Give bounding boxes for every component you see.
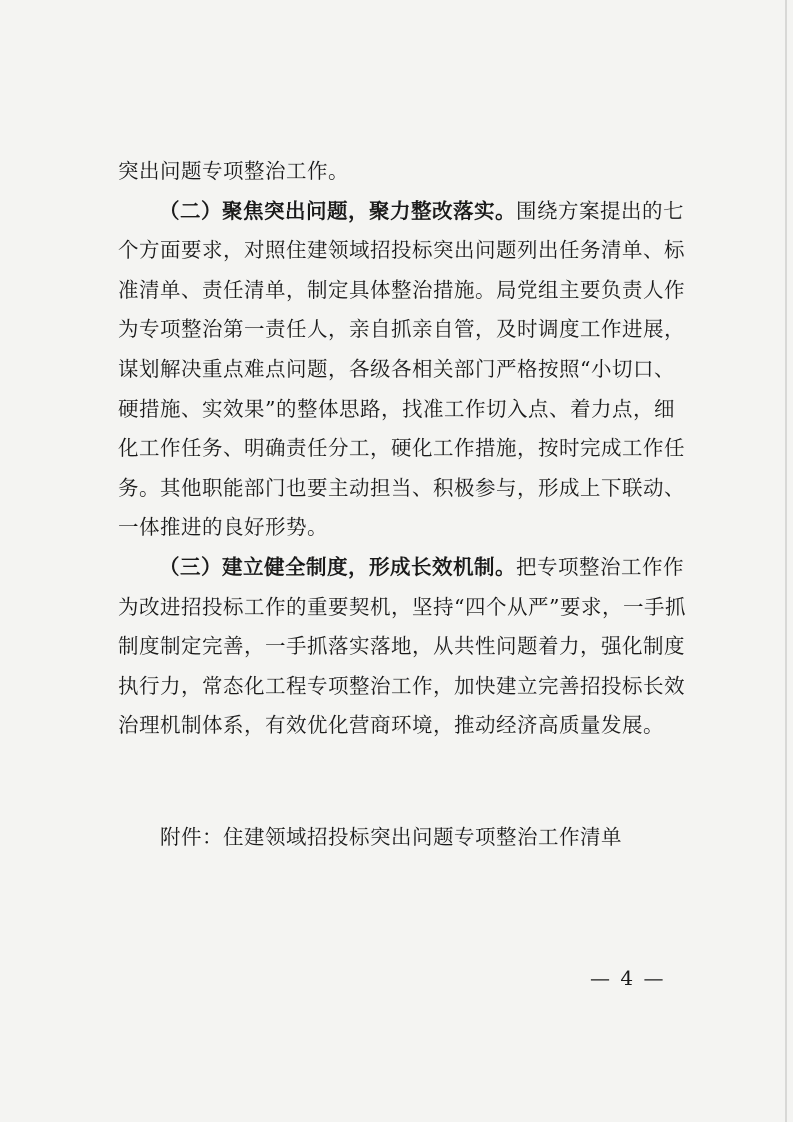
- scan-edge-line: [785, 0, 787, 1122]
- section-three-heading: （三）建立健全制度，形成长效机制。: [159, 554, 516, 579]
- attachment-line: 附件：住建领域招投标突出问题专项整治工作清单: [160, 825, 622, 849]
- section-two-paragraph: [118, 192, 688, 548]
- section-three-body: 把专项整治工作作为改进招投标工作的重要契机，坚持“四个从严”要求，一手抓制度制定完善，一手抓落实落地，从共性问题着力，强化制度执行力，常态化工程专项整治工作，加快建立完善招投标长效治理机制体系，有效优化营商环境，推动经济高质量发展。: [118, 554, 686, 738]
- section-three-paragraph: [118, 548, 688, 746]
- section-two-heading: （二）聚焦突出问题，聚力整改落实。: [159, 198, 516, 223]
- intro-line: 突出问题专项整治工作。: [118, 159, 349, 183]
- section-two-body: 围绕方案提出的七个方面要求，对照住建领域招投标突出问题列出任务清单、标准清单、责任清单，制定具体整治措施。局党组主要负责人作为专项整治第一责任人，亲自抓亲自管，及时调度工作进展，谋划解决重点难点问题，各级各相关部门严格按照“小切口、硬措施、实效果”的整体思路，找准工作切入点、着力点，细化工作任务、明确责任分工，硬化工作措施，按时完成工作任务。其他职能部门也要主动担当、积极参与，形成上下联动、一体推进的良好形势。: [118, 198, 685, 540]
- document-body: [118, 152, 688, 746]
- page-number: — 4 —: [590, 966, 666, 990]
